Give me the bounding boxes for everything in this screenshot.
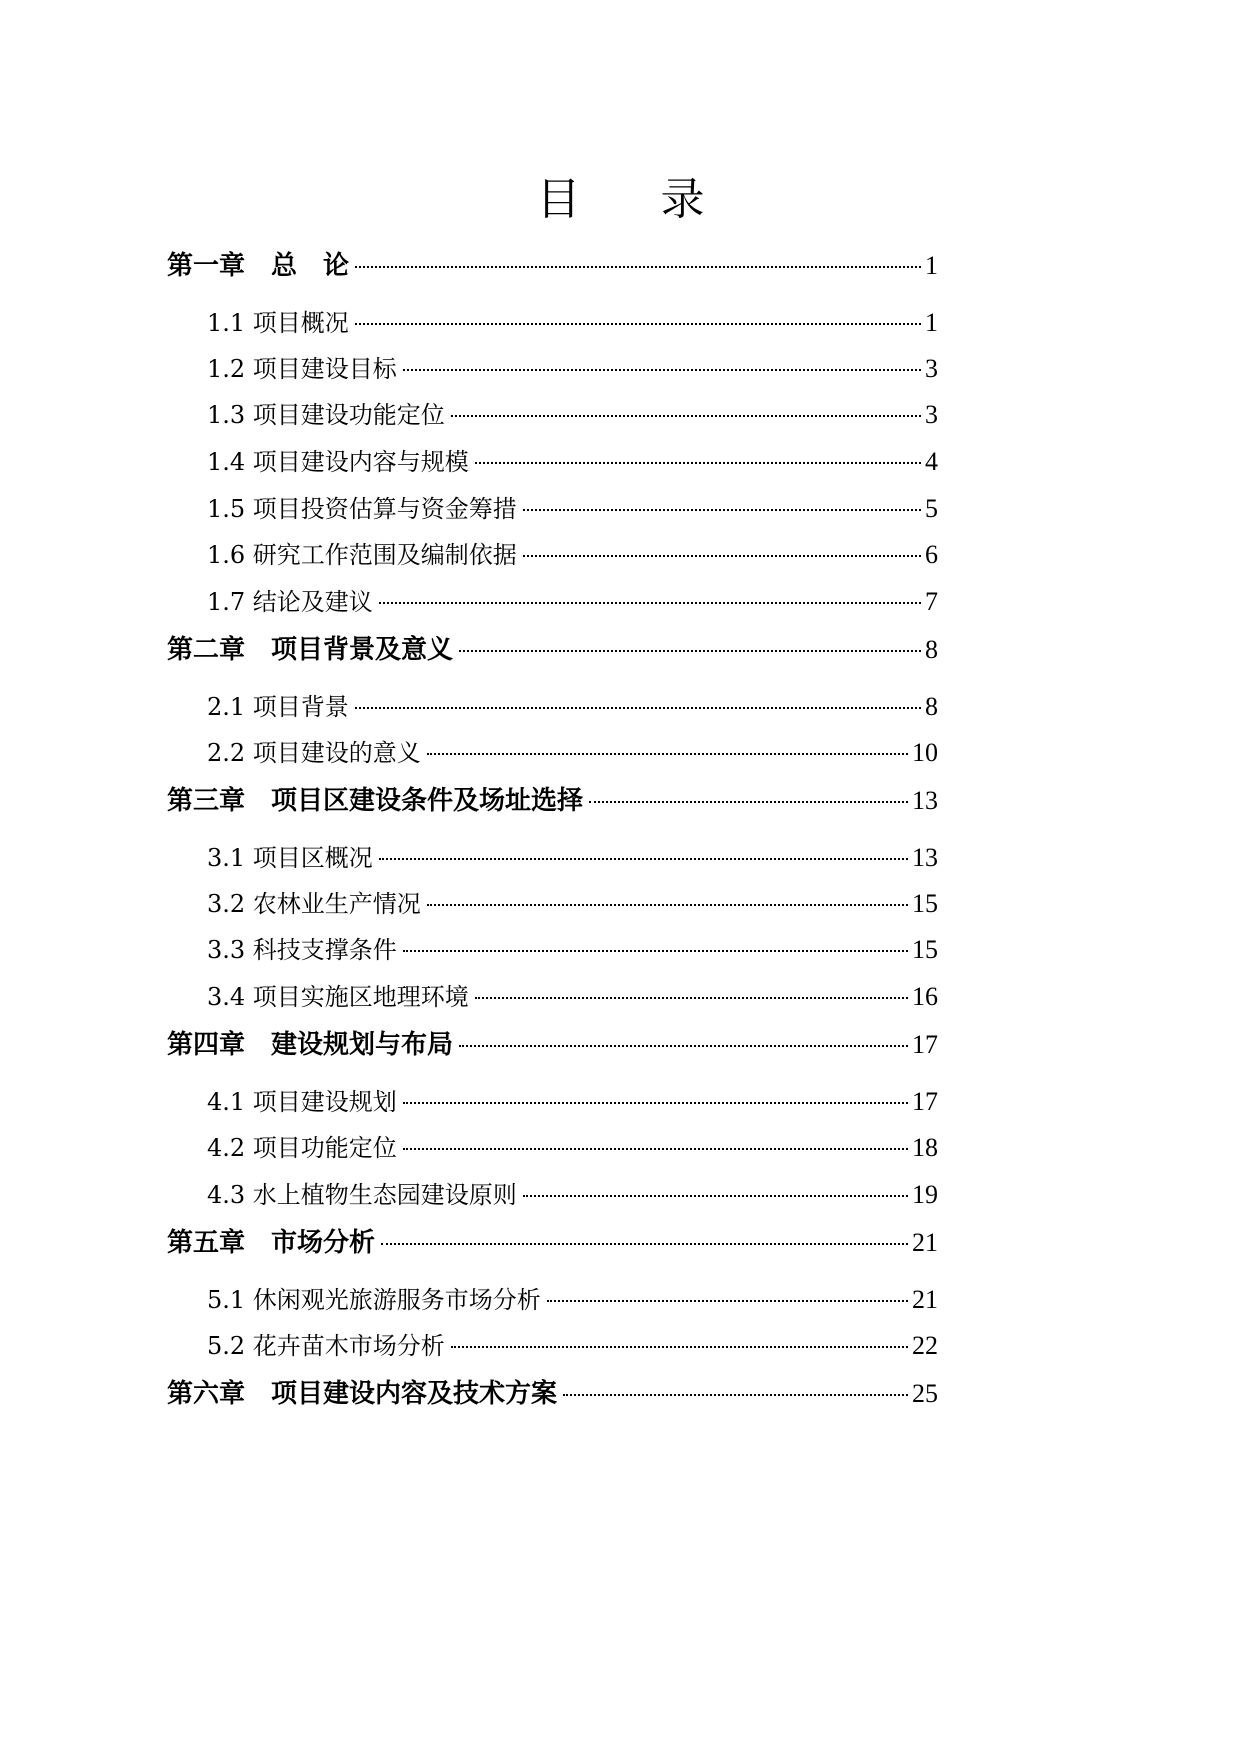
toc-page-number: 8 — [925, 635, 938, 664]
toc-chapter-entry[interactable] — [167, 1225, 938, 1261]
toc-chapter-entry[interactable] — [167, 1027, 938, 1063]
toc-section-entry[interactable] — [207, 1282, 938, 1318]
toc-section-entry[interactable] — [207, 1177, 938, 1213]
toc-page-number: 17 — [912, 1030, 938, 1059]
toc-dot-leader — [379, 602, 921, 604]
toc-dot-leader — [547, 1300, 908, 1302]
toc-dot-leader — [563, 1394, 908, 1396]
toc-section-entry[interactable] — [207, 1328, 938, 1364]
toc-entry-label: 第五章 市场分析 — [167, 1228, 376, 1258]
toc-chapter-entry[interactable] — [167, 248, 938, 284]
toc-entry-label: 1.6 研究工作范围及编制依据 — [207, 541, 517, 569]
toc-dot-leader — [403, 1148, 908, 1150]
toc-entry-label: 3.2 农林业生产情况 — [207, 890, 421, 918]
toc-dot-leader — [459, 650, 921, 652]
toc-dot-leader — [403, 1102, 908, 1104]
toc-page-number: 21 — [912, 1285, 938, 1314]
toc-dot-leader — [427, 753, 908, 755]
toc-section-entry[interactable] — [207, 840, 938, 876]
toc-page-number: 22 — [912, 1331, 938, 1360]
toc-page-number: 19 — [912, 1180, 938, 1209]
toc-dot-leader — [355, 707, 921, 709]
toc-section-entry[interactable] — [207, 305, 938, 341]
toc-entry-label: 3.1 项目区概况 — [207, 844, 373, 872]
toc-page-number: 15 — [912, 889, 938, 918]
toc-chapter-entry[interactable] — [167, 632, 938, 668]
toc-dot-leader — [355, 323, 921, 325]
toc-section-entry[interactable] — [207, 689, 938, 725]
toc-entry-label: 第六章 项目建设内容及技术方案 — [167, 1379, 558, 1409]
toc-entry-label: 第一章 总 论 — [167, 251, 350, 281]
toc-dot-leader — [523, 1195, 908, 1197]
toc-dot-leader — [381, 1243, 908, 1245]
toc-page-number: 3 — [925, 400, 938, 429]
toc-section-entry[interactable] — [207, 444, 938, 480]
toc-dot-leader — [523, 509, 921, 511]
toc-page-number: 17 — [912, 1087, 938, 1116]
toc-page-number: 3 — [925, 354, 938, 383]
toc-section-entry[interactable] — [207, 397, 938, 433]
toc-dot-leader — [475, 462, 921, 464]
toc-page-number: 18 — [912, 1133, 938, 1162]
toc-dot-leader — [459, 1045, 908, 1047]
toc-entry-label: 5.2 花卉苗木市场分析 — [207, 1332, 445, 1360]
toc-page-number: 4 — [925, 447, 938, 476]
toc-dot-leader — [427, 904, 908, 906]
toc-dot-leader — [523, 555, 921, 557]
toc-section-entry[interactable] — [207, 584, 938, 620]
toc-dot-leader — [589, 801, 908, 803]
toc-dot-leader — [451, 1346, 908, 1348]
toc-entry-label: 3.3 科技支撑条件 — [207, 936, 397, 964]
toc-page-number: 1 — [925, 251, 938, 280]
toc-entry-label: 1.2 项目建设目标 — [207, 355, 397, 383]
toc-page-number: 8 — [925, 692, 938, 721]
toc-entry-label: 第三章 项目区建设条件及场址选择 — [167, 786, 584, 816]
toc-page-number: 6 — [925, 540, 938, 569]
toc-dot-leader — [403, 369, 921, 371]
toc-section-entry[interactable] — [207, 537, 938, 573]
toc-dot-leader — [379, 858, 908, 860]
toc-section-entry[interactable] — [207, 491, 938, 527]
title-char-1: 目 — [536, 174, 581, 225]
toc-section-entry[interactable] — [207, 979, 938, 1015]
toc-entry-label: 1.1 项目概况 — [207, 309, 349, 337]
toc-entry-label: 2.2 项目建设的意义 — [207, 739, 421, 767]
toc-chapter-entry[interactable] — [167, 783, 938, 819]
title-char-2: 录 — [660, 174, 705, 225]
toc-page-number: 10 — [912, 738, 938, 767]
toc-entry-label: 4.1 项目建设规划 — [207, 1088, 397, 1116]
toc-page-number: 25 — [912, 1379, 938, 1408]
toc-entry-label: 4.2 项目功能定位 — [207, 1134, 397, 1162]
toc-entry-label: 1.3 项目建设功能定位 — [207, 401, 445, 429]
toc-dot-leader — [451, 415, 921, 417]
toc-section-entry[interactable] — [207, 735, 938, 771]
toc-page-number: 13 — [912, 786, 938, 815]
toc-dot-leader — [403, 950, 908, 952]
toc-entry-label: 5.1 休闲观光旅游服务市场分析 — [207, 1286, 541, 1314]
toc-section-entry[interactable] — [207, 351, 938, 387]
toc-entry-label: 第四章 建设规划与布局 — [167, 1030, 454, 1060]
toc-page-number: 7 — [925, 587, 938, 616]
toc-dot-leader — [355, 266, 921, 268]
toc-entry-label: 第二章 项目背景及意义 — [167, 635, 454, 665]
toc-page-number: 5 — [925, 494, 938, 523]
toc-page-number: 21 — [912, 1228, 938, 1257]
toc-page-number: 16 — [912, 982, 938, 1011]
toc-entry-label: 2.1 项目背景 — [207, 693, 349, 721]
toc-dot-leader — [475, 997, 908, 999]
toc-page-number: 1 — [925, 308, 938, 337]
toc-page-number: 13 — [912, 843, 938, 872]
toc-chapter-entry[interactable] — [167, 1376, 938, 1412]
toc-section-entry[interactable] — [207, 932, 938, 968]
toc-entry-label: 1.7 结论及建议 — [207, 588, 373, 616]
toc-entry-label: 3.4 项目实施区地理环境 — [207, 983, 469, 1011]
toc-section-entry[interactable] — [207, 1130, 938, 1166]
toc-section-entry[interactable] — [207, 1084, 938, 1120]
toc-entry-label: 1.5 项目投资估算与资金筹措 — [207, 495, 517, 523]
toc-page-number: 15 — [912, 935, 938, 964]
toc-entry-label: 1.4 项目建设内容与规模 — [207, 448, 469, 476]
toc-entry-label: 4.3 水上植物生态园建设原则 — [207, 1181, 517, 1209]
toc-section-entry[interactable] — [207, 886, 938, 922]
page-title — [0, 172, 1241, 228]
